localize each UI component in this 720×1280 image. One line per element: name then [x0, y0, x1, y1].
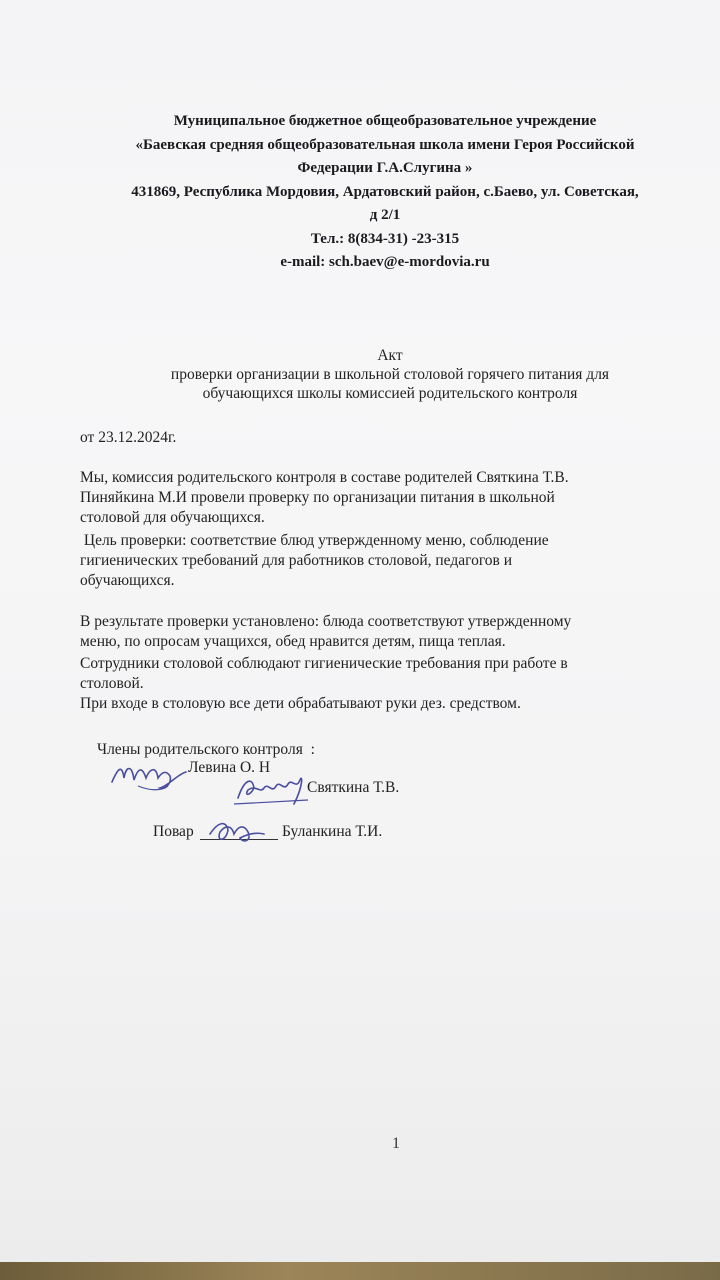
- desk-surface: [0, 1262, 720, 1280]
- signature-svyatkina-icon: [230, 770, 312, 812]
- body-paragraph-3-line-4: столовой.: [80, 675, 144, 692]
- body-paragraph-3-line-3: Сотрудники столовой соблюдают гигиенические требования при работе в: [80, 655, 568, 672]
- member-svyatkina: Святкина Т.В.: [307, 779, 400, 796]
- body-paragraph-1-line-1: Мы, комиссия родительского контроля в составе родителей Святкина Т.В.: [80, 469, 569, 486]
- title-word: Акт: [377, 347, 403, 364]
- body-paragraph-2-line-3: обучающихся.: [80, 572, 175, 589]
- body-paragraph-1-line-2: Пиняйкина М.И провели проверку по организации питания в школьной: [80, 489, 555, 506]
- header-phone: Тел.: 8(834-31) -23-315: [310, 230, 460, 247]
- body-paragraph-2-line-2: гигиенических требований для работников столовой, педагогов и: [80, 552, 513, 569]
- cook-name: Буланкина Т.И.: [282, 823, 383, 840]
- title-line-1: проверки организации в школьной столовой горячего питания для: [170, 366, 610, 383]
- header-line-3: Федерации Г.А.Слугина »: [297, 160, 473, 176]
- organization-header: [70, 110, 700, 275]
- signatures-heading: Члены родительского контроля :: [97, 741, 315, 758]
- header-email: e-mail: sch.baev@e-mordovia.ru: [280, 254, 490, 270]
- page-number: 1: [392, 1135, 400, 1152]
- body-paragraph-2-line-1: Цель проверки: соответствие блюд утвержденному меню, соблюдение: [80, 532, 549, 549]
- member-levina: Левина О. Н: [188, 759, 271, 776]
- header-line-2: «Баевская средняя общеобразовательная школа имени Героя Российской: [135, 136, 635, 153]
- title-line-2: обучающихся школы комиссией родительского контроля: [202, 385, 578, 402]
- document-date: от 23.12.2024г.: [80, 429, 177, 446]
- signature-levina-icon: [108, 756, 194, 798]
- header-line-1: Муниципальное бюджетное общеобразовательное учреждение: [173, 113, 597, 129]
- body-paragraph-3-line-2: меню, по опросам учащихся, обед нравится детям, пища теплая.: [80, 633, 506, 650]
- signature-cook-icon: [204, 812, 268, 852]
- body-paragraph-3-line-1: В результате проверки установлено: блюда соответствуют утвержденному: [80, 613, 572, 630]
- header-address-line-1: 431869, Республика Мордовия, Ардатовский район, с.Баево, ул. Советская,: [131, 183, 639, 200]
- header-address-line-2: д 2/1: [369, 207, 401, 223]
- cook-label: Повар: [153, 823, 194, 840]
- document-title: [90, 346, 690, 403]
- body-paragraph-1-line-3: столовой для обучающихся.: [80, 509, 265, 526]
- body-paragraph-4-line-1: При входе в столовую все дети обрабатывают руки дез. средством.: [80, 695, 521, 712]
